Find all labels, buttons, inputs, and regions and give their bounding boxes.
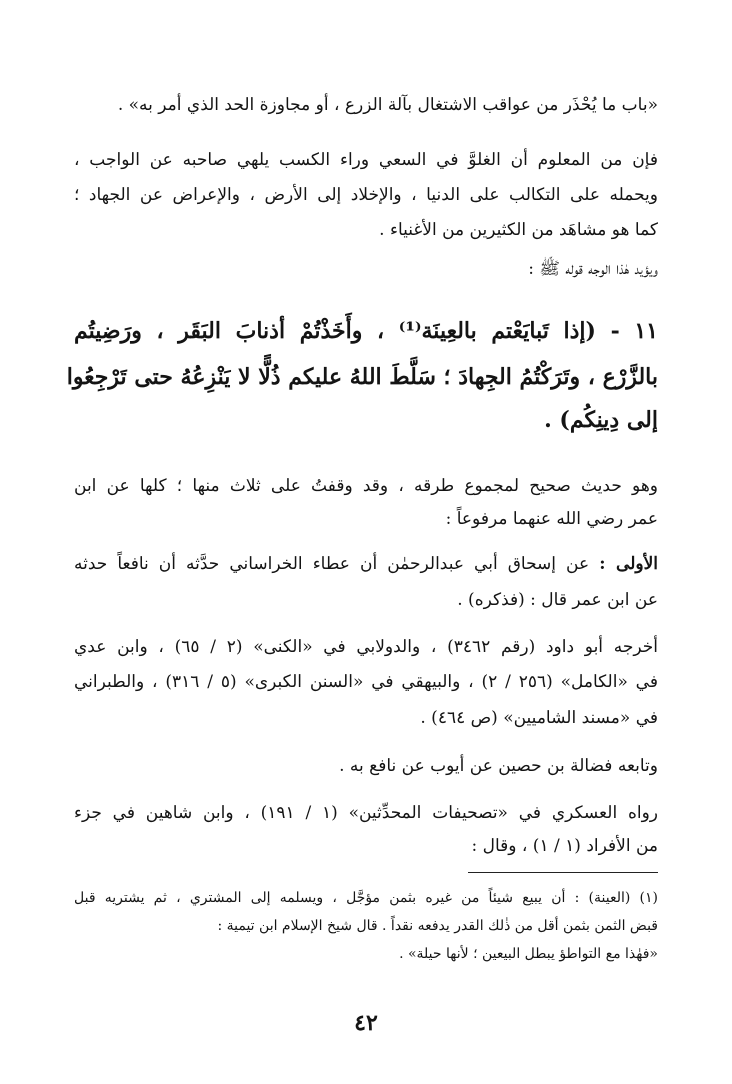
footnote-line: قبض الثمن بثمن أقل من ذٰلك القدر يدفعه نقداً . قال شيخ الإسلام ابن تيمية : (217, 918, 658, 934)
footnote-line: (١) (العينة) : أن يبيع شيئاً من غيره بثمن مؤجَّل ، ويسلمه إلى المشتري ، ثم يشتريه قبل (74, 890, 658, 906)
paragraph-line (74, 553, 658, 575)
hadith-text-line: بالزَّرْع ، وتَرَكْتُمُ الجِهادَ ؛ سَلَّطَ اللهُ عليكم ذُلًّا لا يَنْزِعُهُ حتى تَرْجِعُوا (66, 364, 658, 390)
hadith-text-line: إلى دِينِكُم) . (544, 407, 658, 433)
paragraph-line: أخرجه أبو داود (رقم ٣٤٦٢) ، والدولابي في «الكنى» (٢ / ٦٥) ، وابن عدي (74, 637, 658, 657)
first-route-label: الأولى : (599, 554, 658, 574)
paragraph-line: ويؤيد هٰذا الوجه قوله ﷺ : (528, 259, 658, 279)
paragraph-line: في «مسند الشاميين» (ص ٤٦٤) . (420, 708, 658, 728)
footnote-line: «فهٰذا مع التواطؤ يبطل البيعين ؛ لأنها حيلة» . (399, 946, 658, 962)
hadith-text-line: ١١ - (إذا تَبايَعْتم بالعِينَة⁽¹⁾ ، وأَخَذْتُمْ أذنابَ البَقَر ، ورَضِيتُم (74, 318, 658, 344)
paragraph-line: وتابعه فضالة بن حصين عن أيوب عن نافع به . (339, 756, 658, 776)
page-number: ٤٢ (354, 1010, 378, 1036)
paragraph-line: عن ابن عمر قال : (فذكره) . (457, 590, 658, 610)
first-route-text: عن إسحاق أبي عبدالرحمٰن أن عطاء الخراساني حدَّثه أن نافعاً حدثه (74, 554, 590, 574)
footnote-separator (468, 872, 658, 873)
paragraph-line: كما هو مشاهَد من الكثيرين من الأغنياء . (379, 220, 658, 240)
paragraph-line: عمر رضي الله عنهما مرفوعاً : (445, 509, 658, 529)
paragraph-line: فإن من المعلوم أن الغلوَّ في السعي وراء الكسب يلهي صاحبه عن الواجب ، (74, 150, 658, 170)
paragraph-line: ويحمله على التكالب على الدنيا ، والإخلاد إلى الأرض ، والإعراض عن الجهاد ؛ (74, 185, 658, 205)
paragraph-line: من الأفراد (١ / ١) ، وقال : (471, 836, 658, 856)
paragraph-line: وهو حديث صحيح لمجموع طرقه ، وقد وقفتُ على ثلاث منها ؛ كلها عن ابن (74, 476, 658, 496)
paragraph-line: في «الكامل» (٢٥٦ / ٢) ، والبيهقي في «السنن الكبرى» (٥ / ٣١٦) ، والطبراني (74, 672, 658, 692)
chapter-heading: «باب ما يُحْذَر من عواقب الاشتغال بآلة الزرع ، أو مجاوزة الحد الذي أمر به» . (117, 95, 658, 115)
paragraph-line: رواه العسكري في «تصحيفات المحدِّثين» (١ / ١٩١) ، وابن شاهين في جزء (74, 803, 658, 823)
